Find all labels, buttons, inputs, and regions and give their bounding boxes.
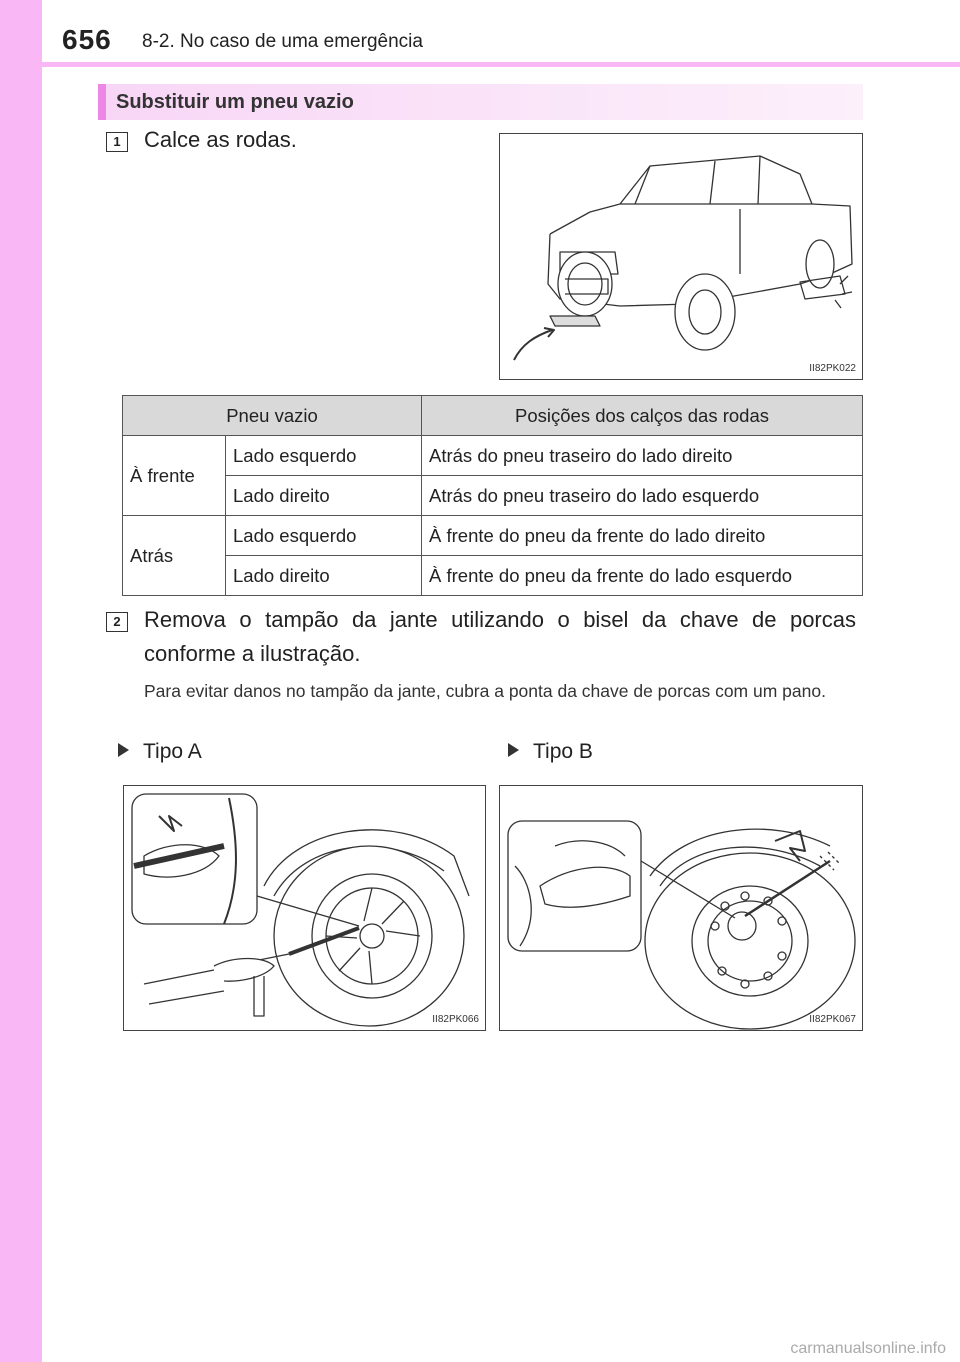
figure-type-b (499, 785, 863, 1031)
step-1-number: 1 (106, 132, 128, 152)
table-group-front: À frente (123, 436, 226, 516)
wheel-cap-type-a-illustration (124, 786, 486, 1031)
figure-type-a (123, 785, 486, 1031)
table-row (123, 516, 863, 556)
table-cell-position: À frente do pneu da frente do lado esquerdo (422, 556, 863, 596)
table-cell-position: Atrás do pneu traseiro do lado direito (422, 436, 863, 476)
table-cell-side: Lado esquerdo (226, 516, 422, 556)
triangle-bullet-icon (118, 743, 129, 757)
header-rule (0, 62, 960, 67)
type-a-text: Tipo A (143, 740, 202, 763)
truck-chock-illustration (500, 134, 863, 380)
chapter-title: 8-2. No caso de uma emergência (142, 31, 423, 52)
figure-code: II82PK067 (809, 1014, 856, 1025)
table-cell-side: Lado direito (226, 476, 422, 516)
page-number: 656 (62, 24, 112, 55)
side-color-band (0, 0, 42, 1362)
wheel-cap-type-b-illustration (500, 786, 863, 1031)
section-title: Substituir um pneu vazio (116, 91, 354, 113)
type-b-text: Tipo B (533, 740, 593, 763)
type-a-label (118, 740, 202, 764)
table-row (123, 556, 863, 596)
table-cell-side: Lado esquerdo (226, 436, 422, 476)
step-2-text: Remova o tampão da jante utilizando o bisel da chave de porcas conforme a ilustração. (144, 607, 856, 666)
chock-position-table (122, 395, 863, 596)
triangle-bullet-icon (508, 743, 519, 757)
table-cell-position: Atrás do pneu traseiro do lado esquerdo (422, 476, 863, 516)
step-1-text: Calce as rodas. (144, 127, 297, 152)
section-header (98, 84, 863, 120)
table-group-rear: Atrás (123, 516, 226, 596)
figure-code: II82PK022 (809, 363, 856, 374)
figure-wheel-chocks (499, 133, 863, 380)
table-row (123, 476, 863, 516)
step-2-note: Para evitar danos no tampão da jante, cubra a ponta da chave de porcas com um pano. (144, 681, 826, 701)
step-2-number: 2 (106, 612, 128, 632)
table-row (123, 436, 863, 476)
type-b-label (508, 740, 593, 764)
figure-code: II82PK066 (432, 1014, 479, 1025)
watermark: carmanualsonline.info (790, 1340, 946, 1357)
table-header-row (123, 396, 863, 436)
table-cell-side: Lado direito (226, 556, 422, 596)
section-header-bar (98, 84, 106, 120)
table-cell-position: À frente do pneu da frente do lado direito (422, 516, 863, 556)
table-header-position: Posições dos calços das rodas (422, 396, 863, 436)
table-header-tire: Pneu vazio (123, 396, 422, 436)
